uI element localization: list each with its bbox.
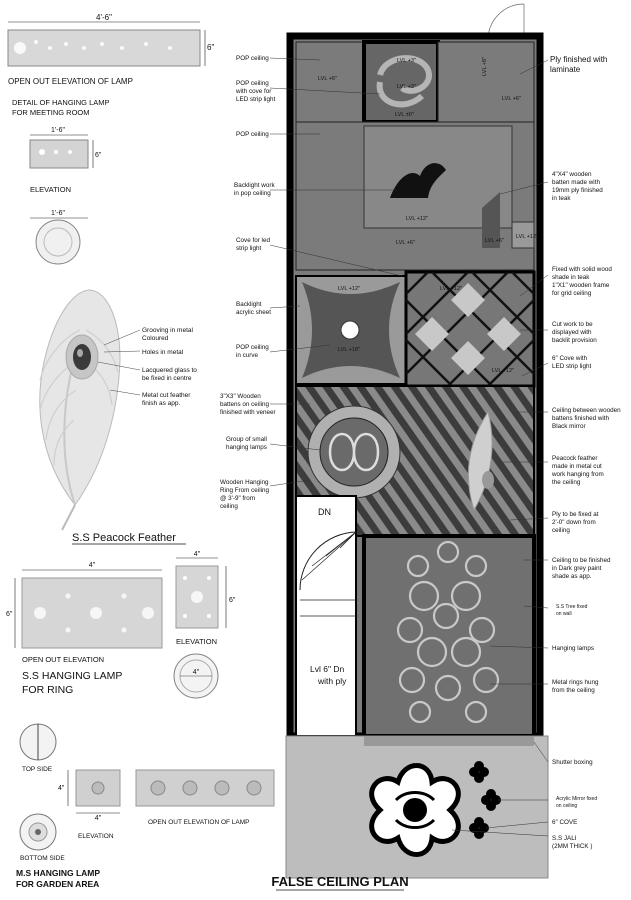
lamp-elevation	[30, 140, 88, 168]
stair-dn: DN	[318, 507, 331, 517]
right-label-12: backlit provision	[552, 337, 597, 344]
peacock-feather-detail	[40, 290, 198, 544]
left-label-17: hanging lamps	[226, 444, 267, 451]
elevation-caption: ELEVATION	[30, 185, 71, 194]
lamp-width-dim: 4'-6"	[96, 13, 112, 22]
meeting-lamp-detail	[8, 13, 214, 264]
right-label-3: batten made with	[552, 179, 600, 186]
lvl-1: LVL +3"	[397, 58, 416, 64]
right-label-8: 1"X1" wooden frame	[552, 282, 610, 289]
right-label-10: Cut work to be	[552, 321, 593, 328]
left-label-12: in curve	[236, 352, 259, 359]
left-label-3: LED strip light	[236, 96, 276, 103]
right-callouts	[550, 55, 621, 850]
right-label-21: the ceiling	[552, 479, 581, 486]
garden-bottom-caption: BOTTOM SIDE	[20, 855, 65, 862]
right-label-1: laminate	[550, 65, 581, 74]
lvl-4: LVL +6"	[502, 96, 521, 102]
left-label-14: battens on ceiling	[220, 401, 270, 408]
feather-callout-1: Grooving in metal	[142, 327, 193, 334]
lvl-9: LVL +6"	[485, 238, 504, 244]
lvl-8: LVL +12"	[406, 216, 428, 222]
lvl-11: LVL +12"	[338, 286, 360, 292]
ring-title-2: FOR RING	[22, 684, 74, 696]
lvl-3: LVL +6"	[318, 76, 337, 82]
elevation-width-dim: 1'-6"	[51, 127, 65, 134]
left-label-13: 3"X3" Wooden	[220, 393, 261, 400]
right-label-31: Metal rings hung	[552, 679, 599, 686]
left-label-8: strip light	[236, 245, 262, 252]
lamp-height-dim: 6"	[207, 43, 215, 52]
right-label-16: battens finished with	[552, 415, 610, 422]
detail-title-line2: FOR MEETING ROOM	[12, 108, 90, 117]
right-label-33: Shutter boxing	[552, 759, 593, 766]
right-label-34: Acrylic Mirror fixed	[556, 796, 598, 802]
ring-lamp-detail	[6, 551, 236, 698]
ring-circle-dim: 4"	[192, 669, 200, 676]
right-label-19: made in metal cut	[552, 463, 602, 470]
left-label-4: POP ceiling	[236, 131, 269, 138]
left-label-20: @ 3'-9" from	[220, 495, 256, 502]
right-label-5: in teak	[552, 195, 571, 202]
plan-title: FALSE CEILING PLAN	[271, 874, 409, 889]
right-label-23: 2'-0" down from	[552, 519, 596, 526]
garden-lamp-detail	[16, 724, 274, 889]
lvl-13: LVL +12"	[492, 368, 514, 374]
lamp-plan-circle	[36, 220, 80, 264]
garden-title-1: M.S HANGING LAMP	[16, 868, 101, 878]
left-callouts	[220, 55, 276, 510]
left-label-2: with cove for	[236, 88, 272, 95]
right-label-26: in Dark grey paint	[552, 565, 602, 572]
left-label-15: finished with veneer	[220, 409, 276, 416]
feather-callout-4: Metal cut feather	[142, 392, 191, 399]
right-label-35: on ceiling	[556, 803, 578, 809]
right-label-2: 4"X4" wooden	[552, 171, 592, 178]
right-label-13: 6" Cove with	[552, 355, 588, 362]
right-label-18: Peacock feather	[552, 455, 598, 462]
garden-height-dim: 4"	[58, 785, 65, 792]
ring-open-caption: OPEN OUT ELEVATION	[22, 655, 105, 664]
garden-open-caption: OPEN OUT ELEVATION OF LAMP	[148, 819, 250, 826]
level-down-line2: with ply	[318, 676, 347, 686]
detail-title-line1: DETAIL OF HANGING LAMP	[12, 98, 110, 107]
right-label-6: Fixed with solid wood	[552, 266, 612, 273]
right-label-37: S.S JALI	[552, 835, 577, 842]
left-label-18: Wooden Hanging	[220, 479, 269, 486]
right-label-20: work hanging from	[552, 471, 604, 478]
right-label-25: Ceiling to be finished	[552, 557, 611, 564]
ring-elev-width: 4"	[193, 551, 201, 558]
right-label-22: Ply to be fixed at	[552, 511, 599, 518]
lamp-open-caption: OPEN OUT ELEVATION OF LAMP	[8, 77, 133, 86]
right-label-32: from the ceiling	[552, 687, 595, 694]
left-label-19: Ring From ceiling	[220, 487, 269, 494]
lvl-12: LVL +12"	[440, 286, 462, 292]
left-label-11: POP ceiling	[236, 344, 269, 351]
left-label-7: Cove for led	[236, 237, 270, 244]
right-label-29: on wall	[556, 611, 572, 617]
ring-elev-height: 6"	[229, 597, 236, 604]
left-label-5: Backlight work	[234, 182, 275, 189]
right-label-14: LED strip light	[552, 363, 592, 370]
feather-callout-3b: be fixed in centre	[142, 375, 192, 382]
zone-rings	[364, 536, 534, 736]
right-label-28: S.S Tree fixed	[556, 604, 588, 610]
right-label-36: 6" COVE	[552, 819, 578, 826]
right-label-9: for grid ceiling	[552, 290, 592, 297]
garden-top-caption: TOP SIDE	[22, 766, 53, 773]
left-label-9: Backlight	[236, 301, 262, 308]
right-label-11: displayed with	[552, 329, 592, 336]
right-label-30: Hanging lamps	[552, 645, 595, 652]
feather-callout-1b: Coloured	[142, 335, 169, 342]
right-label-15: Ceiling between wooden	[552, 407, 621, 414]
garden-title-2: FOR GARDEN AREA	[16, 879, 100, 889]
right-label-17: Black mirror	[552, 423, 586, 430]
lvl-5: LVL +8"	[482, 57, 488, 76]
left-label-0: POP ceiling	[236, 55, 269, 62]
left-label-6: in pop ceiling	[234, 190, 271, 197]
ring-width-dim: 4"	[88, 562, 96, 569]
feather-title: S.S Peacock Feather	[72, 532, 176, 544]
elevation-height-dim: 6"	[95, 152, 102, 159]
lvl-2: LVL +3"	[397, 84, 416, 90]
left-label-1: POP ceiling	[236, 80, 269, 87]
ring-elev-caption: ELEVATION	[176, 637, 217, 646]
right-label-0: Ply finished with	[550, 55, 608, 64]
plan-width-dim: 1'-6"	[51, 210, 65, 217]
right-label-27: shade as app.	[552, 573, 592, 580]
zone-top-left	[296, 42, 364, 122]
feather-callout-4b: finish as app.	[142, 400, 181, 407]
lvl-7: LVL +6"	[396, 240, 415, 246]
acrylic-light	[341, 321, 359, 339]
ring-height-dim: 6"	[6, 611, 13, 618]
feather-callout-2: Holes in metal	[142, 349, 184, 356]
right-label-7: shade in teak	[552, 274, 590, 281]
feather-callout-3: Lacquered glass to	[142, 367, 197, 374]
lvl-14: LVL +18"	[338, 347, 360, 353]
left-label-21: ceiling	[220, 503, 238, 510]
zone-top-right	[438, 42, 534, 122]
right-label-38: (2MM THICK )	[552, 843, 593, 850]
lvl-6: LVL ±0"	[395, 112, 414, 118]
garden-elevation-caption: ELEVATION	[78, 833, 114, 840]
ceiling-plan	[286, 4, 548, 878]
right-label-4: 19mm ply finished	[552, 187, 603, 194]
right-label-24: ceiling	[552, 527, 570, 534]
left-label-16: Group of small	[226, 436, 267, 443]
left-label-10: acrylic sheet	[236, 309, 271, 316]
lvl-10: LVL +12"	[516, 234, 538, 240]
ring-title-1: S.S HANGING LAMP	[22, 670, 123, 682]
level-down-line1: Lvl 6" Dn	[310, 664, 345, 674]
garden-width-dim: 4"	[94, 815, 102, 822]
